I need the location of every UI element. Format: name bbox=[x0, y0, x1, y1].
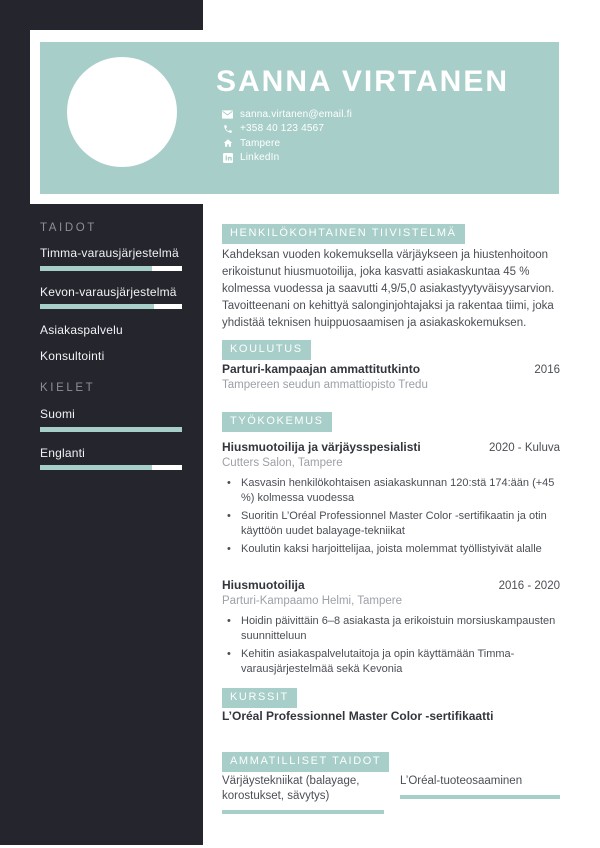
contact-phone-text: +358 40 123 4567 bbox=[240, 123, 325, 134]
section-heading-professional-skills: AMMATILLISET TAIDOT bbox=[222, 752, 389, 772]
education-entry bbox=[222, 362, 560, 376]
language-bar bbox=[40, 465, 182, 470]
sidebar-language-label: Englanti bbox=[40, 446, 85, 460]
language-bar bbox=[40, 427, 182, 432]
professional-skill bbox=[222, 774, 384, 814]
job-bullet-list bbox=[224, 614, 560, 680]
job-title: Hiusmuotoilija bbox=[222, 578, 305, 592]
job-company: Cutters Salon, Tampere bbox=[222, 457, 343, 469]
sidebar-skills-heading: TAIDOT bbox=[40, 222, 97, 234]
course-title: L’Oréal Professionnel Master Color -sertifikaatti bbox=[222, 709, 494, 723]
skill-bar bbox=[40, 266, 182, 271]
professional-skill-bar bbox=[222, 810, 384, 814]
profile-photo-placeholder bbox=[67, 57, 177, 167]
section-heading-summary: HENKILÖKOHTAINEN TIIVISTELMÄ bbox=[222, 224, 465, 244]
skill-bar-fill bbox=[40, 304, 154, 309]
job-entry bbox=[222, 578, 560, 592]
professional-skill-label: Värjäystekniikat (balayage, korostukset, sävytys) bbox=[222, 775, 360, 802]
job-company: Parturi-Kampaamo Helmi, Tampere bbox=[222, 595, 403, 607]
contact-location-text: Tampere bbox=[240, 137, 281, 149]
summary-text: Kahdeksan vuoden kokemuksella värjäykseen ja hiustenhoitoon erikoistunut hiusmuotoilija, joka kasvatti asiakaskuntaa 45 % kolmessa vuodessa ja saavutti 4,9/5,0 asiakastyytyväisyysarvion. Tavoitteenani on kehittyä salonginjohtajaksi ja rakentaa tiimi, joka yhdistää teknisen huippuosaamisen ja asiakaskokemuksen. bbox=[222, 249, 555, 329]
job-bullet-list bbox=[224, 476, 560, 560]
sidebar-language-label: Suomi bbox=[40, 407, 76, 421]
section-heading-courses: KURSSIT bbox=[222, 688, 297, 708]
professional-skill-bar bbox=[400, 795, 560, 799]
job-bullet: • Suoritin L’Oréal Professionnel Master Color -sertifikaatin ja otin käyttöön uudet balayage-tekniikat bbox=[224, 509, 560, 539]
sidebar-languages-heading: KIELET bbox=[40, 382, 96, 394]
job-bullet: • Kasvasin henkilökohtaisen asiakaskunnan 120:stä 174:ään (+45 %) kolmessa vuodessa bbox=[224, 476, 560, 506]
job-date: 2020 - Kuluva bbox=[489, 442, 560, 454]
contact-linkedin-text: LinkedIn bbox=[240, 152, 280, 163]
job-bullet: • Koulutin kaksi harjoittelijaa, joista molemmat työllistyivät alalle bbox=[224, 542, 560, 557]
education-school: Tampereen seudun ammattiopisto Tredu bbox=[222, 379, 428, 391]
main-column bbox=[222, 0, 560, 848]
section-heading-education: KOULUTUS bbox=[222, 340, 311, 360]
section-heading-experience: TYÖKOKEMUS bbox=[222, 412, 332, 432]
sidebar-skill-label: Konsultointi bbox=[40, 349, 105, 363]
education-date: 2016 bbox=[534, 364, 560, 376]
professional-skill bbox=[400, 774, 560, 799]
language-bar-fill bbox=[40, 427, 182, 432]
job-bullet: • Kehitin asiakaspalvelutaitoja ja opin käyttämään Timma-varausjärjestelmää sekä Kevonia bbox=[224, 647, 560, 677]
sidebar-skill-label: Timma-varausjärjestelmä bbox=[40, 246, 179, 260]
sidebar-skill-label: Asiakaspalvelu bbox=[40, 323, 123, 337]
professional-skill-label: L’Oréal-tuoteosaaminen bbox=[400, 775, 523, 787]
candidate-name: SANNA VIRTANEN bbox=[216, 65, 510, 98]
job-entry bbox=[222, 440, 560, 454]
contact-email-text: sanna.virtanen@email.fi bbox=[240, 108, 353, 120]
job-title: Hiusmuotoilija ja värjäysspesialisti bbox=[222, 440, 421, 454]
language-bar-fill bbox=[40, 465, 152, 470]
education-title: Parturi-kampaajan ammattitutkinto bbox=[222, 362, 421, 376]
job-date: 2016 - 2020 bbox=[498, 580, 560, 592]
sidebar-skill-label: Kevon-varausjärjestelmä bbox=[40, 285, 177, 299]
skill-bar bbox=[40, 304, 182, 309]
skill-bar-fill bbox=[40, 266, 152, 271]
job-bullet: • Hoidin päivittäin 6–8 asiakasta ja erikoistuin morsiuskampausten suunnitteluun bbox=[224, 614, 560, 644]
professional-skills-grid bbox=[222, 774, 560, 814]
